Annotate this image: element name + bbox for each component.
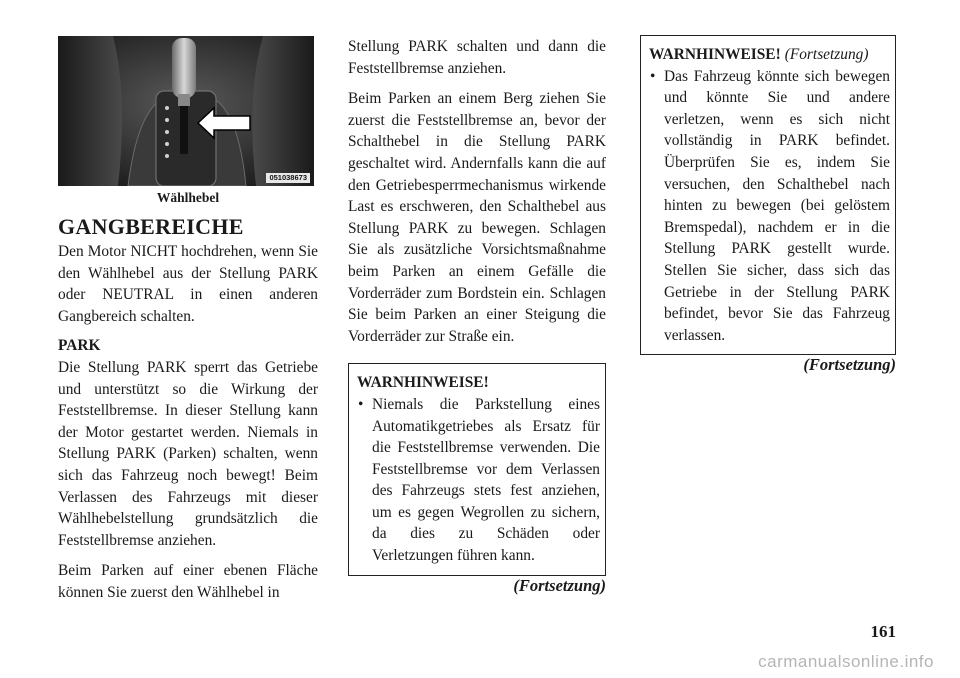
warning-title-text: WARNHINWEISE! <box>649 46 781 63</box>
gear-selector-photo <box>58 36 314 186</box>
warning-title-continued: (Fortsetzung) <box>784 46 869 63</box>
figure-caption: Wählhebel <box>156 190 220 205</box>
page-number: 161 <box>870 622 896 641</box>
section-title: GANGBEREICHE <box>58 214 244 239</box>
column-1 <box>58 36 318 604</box>
flat-parking-paragraph-start: Beim Parken auf einer ebenen Fläche können Sie zuerst den Wählhebel in <box>58 562 318 601</box>
warning-title: WARNHINWEISE! <box>357 374 489 392</box>
warning-title <box>649 44 890 66</box>
intro-paragraph: Den Motor NICHT hochdrehen, wenn Sie den Wählhebel aus der Stellung PARK oder NEUTRAL in einen anderen Gangbereich schalten. <box>58 243 318 325</box>
warning-list <box>357 394 600 567</box>
continued-label: (Fortsetzung) <box>513 575 606 595</box>
column-2 <box>348 36 606 596</box>
gear-selector-illustration <box>58 36 314 186</box>
watermark: carmanualsonline.info <box>758 652 934 671</box>
warning-box-continued <box>640 35 896 355</box>
figure-code: 051038673 <box>266 173 310 183</box>
park-paragraph: Die Stellung PARK sperrt das Getriebe und unterstützt so die Wirkung der Feststellbremse. In dieser Stellung kann der Motor gestartet werden. Niemals in Stellung PARK (Parken) schalten, wenn sich das Fahrzeug noch bewegt! Beim Verlassen des Fahrzeugs mit dieser Wählhebelstellung grundsätzlich die Feststellbremse anziehen. <box>58 358 318 549</box>
flat-parking-paragraph-end: Stellung PARK schalten und dann die Feststellbremse anziehen. <box>348 38 606 77</box>
hill-parking-paragraph: Beim Parken an einem Berg ziehen Sie zuerst die Feststellbremse an, bevor der Schalthebel in die Stellung PARK geschaltet wird. Andernfalls kann die auf den Getriebesperrmechanismus wirkende Last es erschweren, den Schalthebel aus Stellung PARK zu bewegen. Schlagen Sie als zusätzliche Vorsichtsmaßnahme beim Parken an einem Gefälle die Vorderräder zum Bordstein ein. Schlagen Sie beim Parken an einer Steigung die Vorderräder zur Straße ein. <box>348 90 606 345</box>
column-3 <box>640 36 896 375</box>
warning-box <box>348 363 606 575</box>
warning-list <box>649 66 890 347</box>
park-heading: PARK <box>58 337 101 355</box>
continued-label: (Fortsetzung) <box>803 355 896 375</box>
warning-item: • Niemals die Parkstellung eines Automatikgetriebes als Ersatz für die Feststellbremse verwenden. Die Feststellbremse vor dem Verlassen des Fahrzeugs stets fest anziehen, um es gegen Wegrollen zu sichern, da dies zu Schäden oder Verletzungen führen kann. <box>357 394 600 567</box>
warning-item: • Das Fahrzeug könnte sich bewegen und könnte Sie und andere verletzen, wenn es sich nicht vollständig in PARK befindet. Überprüfen Sie es, indem Sie versuchen, den Schalthebel nach hinten zu bewegen (bei gelöstem Bremspedal), nachdem er in die Stellung PARK gestellt wurde. Stellen Sie sicher, dass sich das Getriebe in der Stellung PARK befindet, bevor Sie das Fahrzeug verlassen. <box>649 66 890 347</box>
